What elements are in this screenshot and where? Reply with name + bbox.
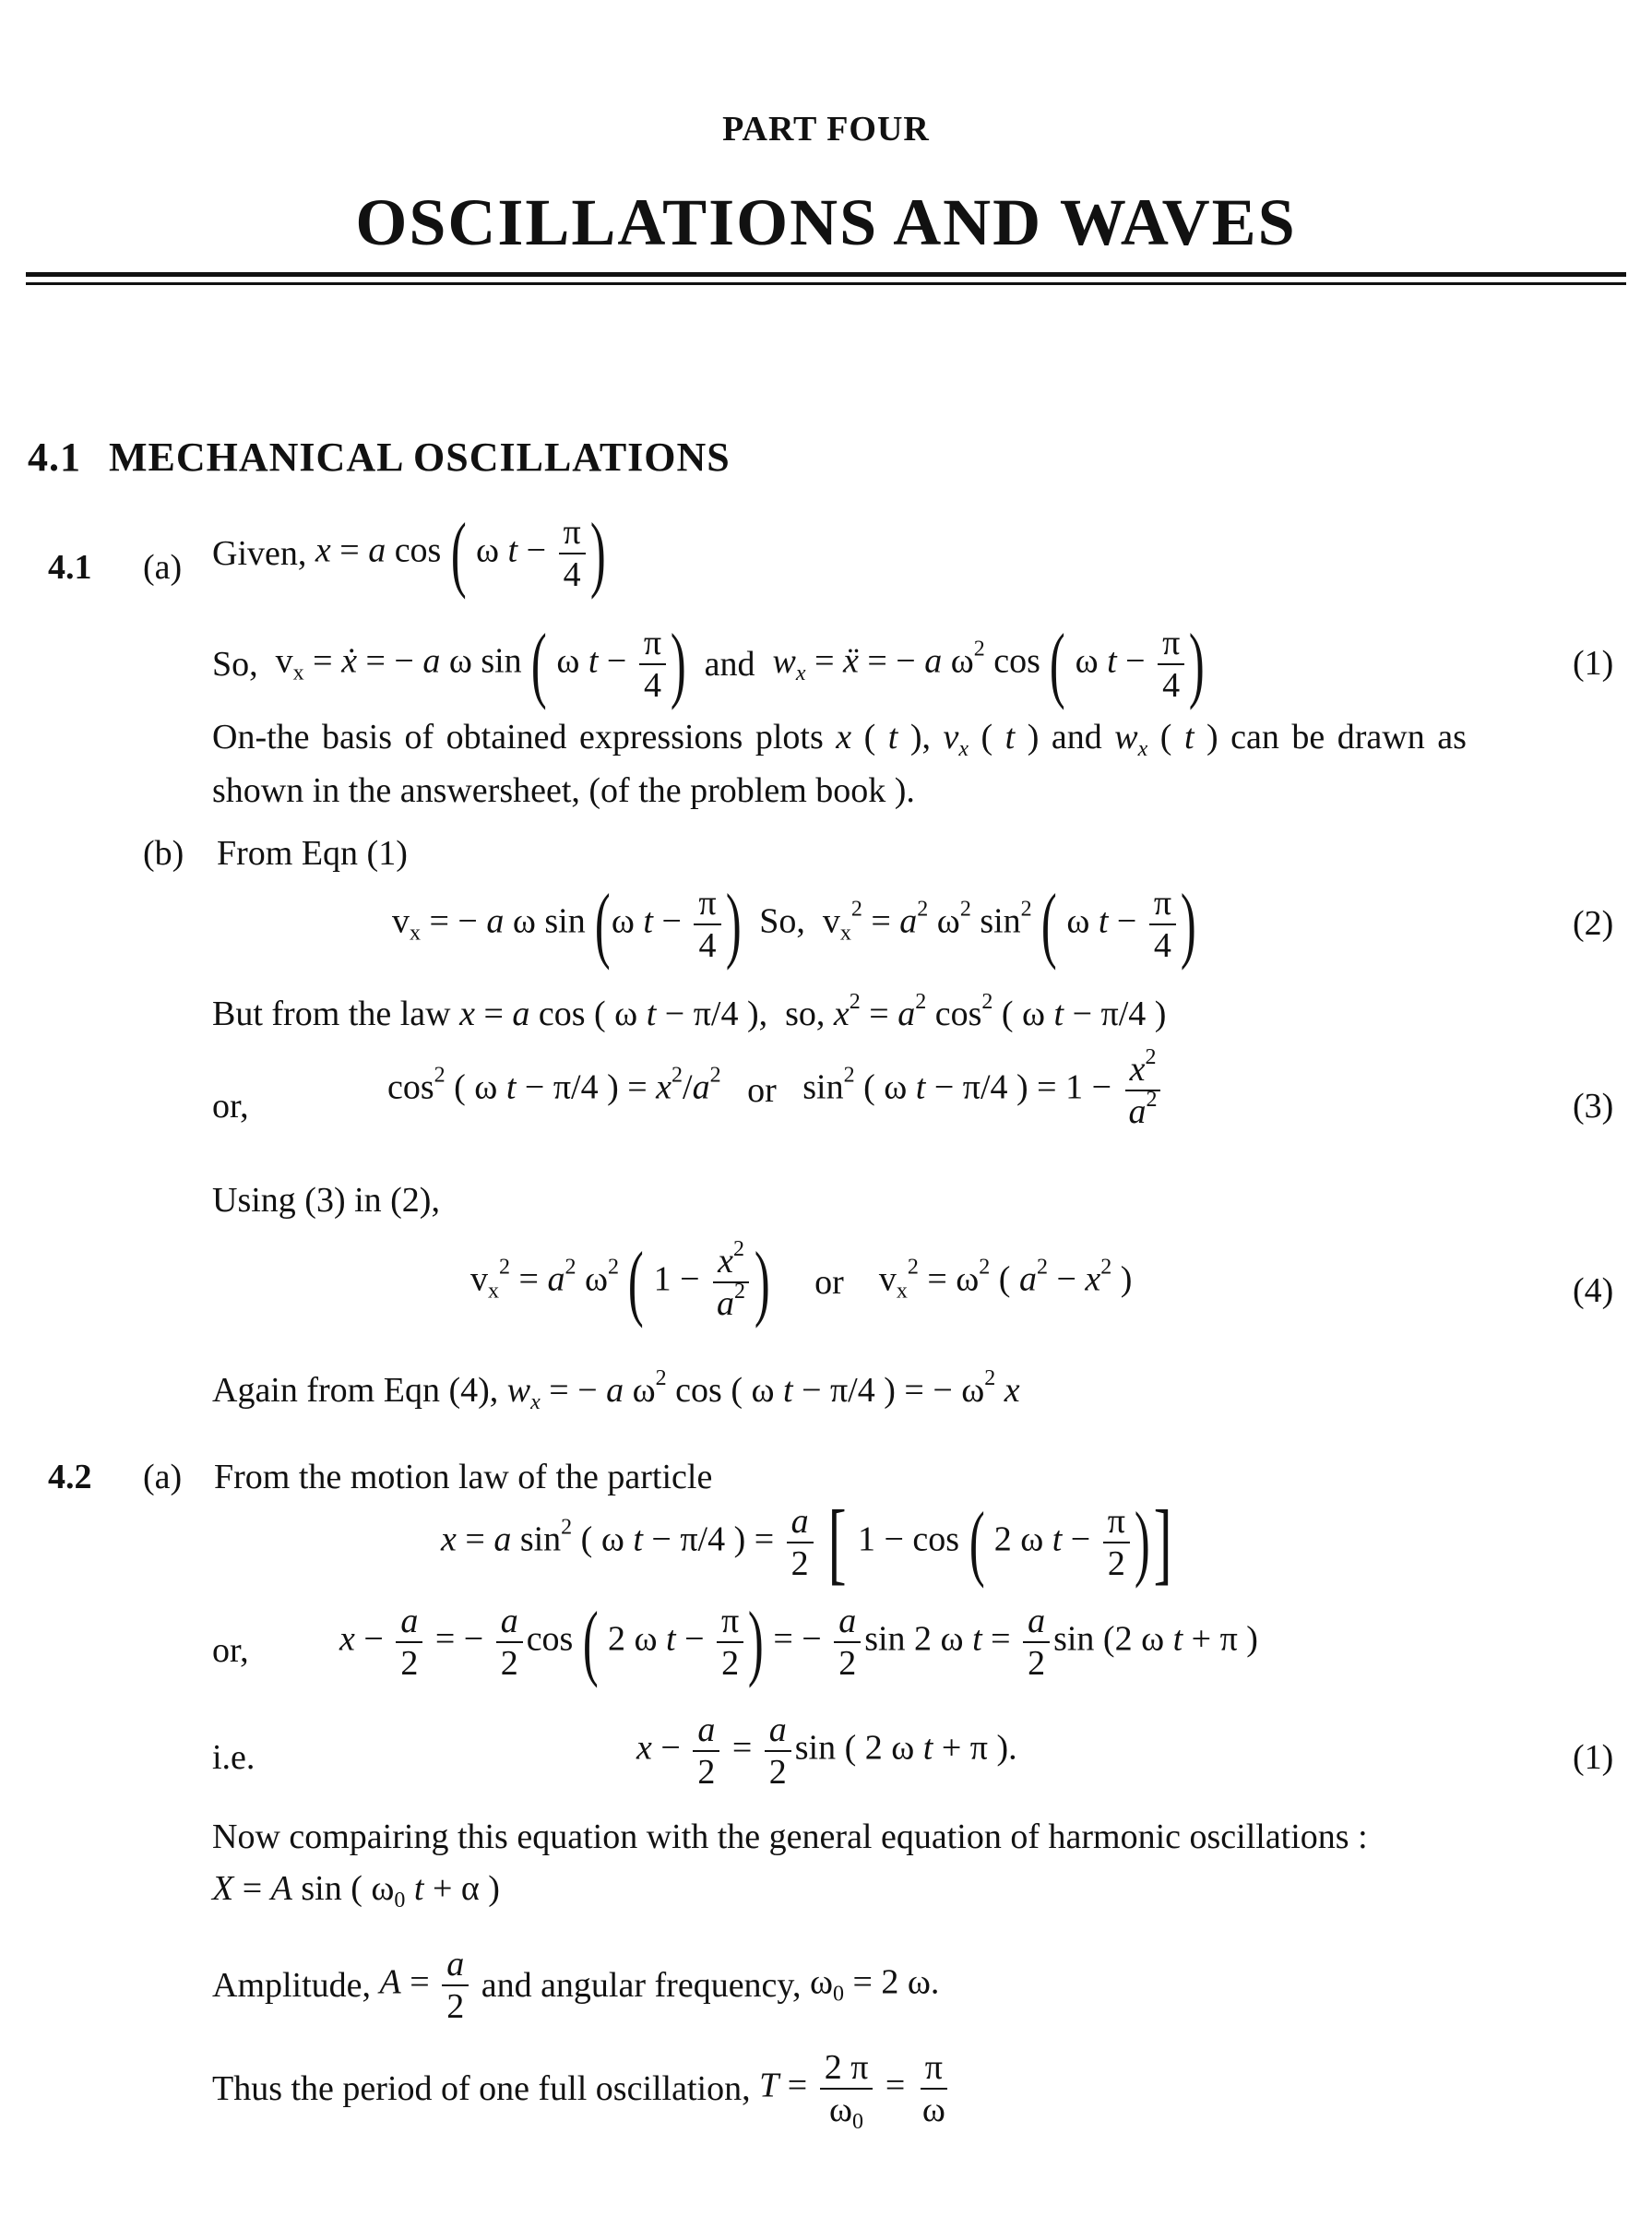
period-line: Thus the period of one full oscillation, T = $\frac{2 \pi}{\omega_0}$ = $\frac{\pi}{\omega}$: [212, 2050, 954, 2127]
part-b-label: (b): [143, 834, 184, 873]
but-from-law-line: But from the law x = a cos ( ω t − π/4 ), so, $x^2 = a^2$ $\cos^2$ ( ω t − π/4 ): [212, 990, 1167, 1033]
compare-text: Now compairing this equation with the general equation of harmonic oscillations :: [212, 1817, 1368, 1856]
from-eqn-1: From Eqn (1): [217, 834, 408, 873]
cos-sin-relation: $\cos^2$ ( ω t − π/4 ) = $x^2/a^2$ or $\sin^2$ ( ω t − π/4 ) = 1 − $\frac{x^2}{a^2}$: [387, 1052, 1166, 1129]
eq-number-3: (3): [1573, 1087, 1614, 1126]
eq-number-1-4-2: (1): [1573, 1738, 1614, 1777]
title-rule-thick: [26, 272, 1626, 277]
eq-number-1: (1): [1573, 644, 1614, 683]
or-label-3: or,: [212, 1087, 249, 1126]
chapter-title: OSCILLATIONS AND WAVES: [355, 185, 1297, 259]
using-3-in-2: Using (3) in (2),: [212, 1181, 440, 1220]
text-line-2: shown in the answersheet, (of the problem book ).: [212, 771, 915, 810]
part-label: PART FOUR: [722, 110, 930, 149]
again-from-eqn-4: Again from Eqn (4), $w_x$ = − a $\omega^2$ cos ( ω t − π/4 ) = − $\omega^2$ x: [212, 1366, 1020, 1414]
part-a-label-4-2: (a): [143, 1458, 183, 1496]
from-motion-law: From the motion law of the particle: [214, 1458, 713, 1496]
or-label-4-2: or,: [212, 1631, 249, 1670]
section-number: 4.1: [28, 435, 81, 480]
given-equation: Given, x = a cos ( ω t − $\frac{\pi}{4}$ ): [212, 506, 606, 601]
displacement-sin-equation: x − $\frac{a}{2}$ = − $\frac{a}{2}$ cos ( 2 ω t − $\frac{\pi}{2}$ ) = − $\frac{a}{2}$ sin 2 ω t = $\frac{a}{2}$ sin (2 ω t + π ): [339, 1594, 1258, 1689]
title-rule-thin: [26, 282, 1626, 285]
eq-number-2: (2): [1573, 904, 1614, 943]
amplitude-line: Amplitude, A = $\frac{a}{2}$ and angular frequency, $\omega_0 = 2$ ω.: [212, 1945, 940, 2026]
section-title: MECHANICAL OSCILLATIONS: [109, 435, 731, 480]
motion-law-equation: x = a $\sin^2$ ( ω t − π/4 ) = $\frac{a}{2}$ [ 1 − cos ( 2 ω t − $\frac{\pi}{2}$ )]: [441, 1491, 1172, 1593]
text-line-1: On-the basis of obtained expressions plots x ( t ), $v_x$ ( t ) and $w_x$ ( t ) can be drawn as: [212, 718, 1467, 761]
section-heading: [28, 434, 731, 481]
ie-label: i.e.: [212, 1738, 256, 1777]
general-harmonic-equation: X = A sin ( $\omega_0$ t + α ): [212, 1869, 500, 1912]
eq-number-4: (4): [1573, 1271, 1614, 1310]
ie-equation: x − $\frac{a}{2}$ = $\frac{a}{2}$ sin ( 2 ω t + π ).: [636, 1710, 1017, 1792]
part-a-label: (a): [143, 548, 183, 587]
velocity-acceleration-equation: So, $v_x$ = ẋ = − a ω sin ( ω t − $\frac{\pi}{4}$ ) and $w_x$ = ẍ = − a $\omega^2$ cos ( ω t − $\frac{\pi}{4}$ ): [212, 616, 1206, 711]
problem-number-4-1: 4.1: [48, 548, 92, 587]
velocity-squared-result: $v_x^2 = a^2$ $\omega^2$ ( 1 − $\frac{x^2}{a^2}$ ) or $v_x^2 = \omega^2$ ( $a^2 - x^2$ ): [470, 1234, 1133, 1329]
velocity-squared-equation: $v_x$ = − a ω sin (ω t − $\frac{\pi}{4}$ ) So, $v_x^2 = a^2$ $\omega^2$ $\sin^2$ ( ω t − $\frac{\pi}{4}$ ): [392, 876, 1196, 971]
problem-number-4-2: 4.2: [48, 1458, 92, 1496]
